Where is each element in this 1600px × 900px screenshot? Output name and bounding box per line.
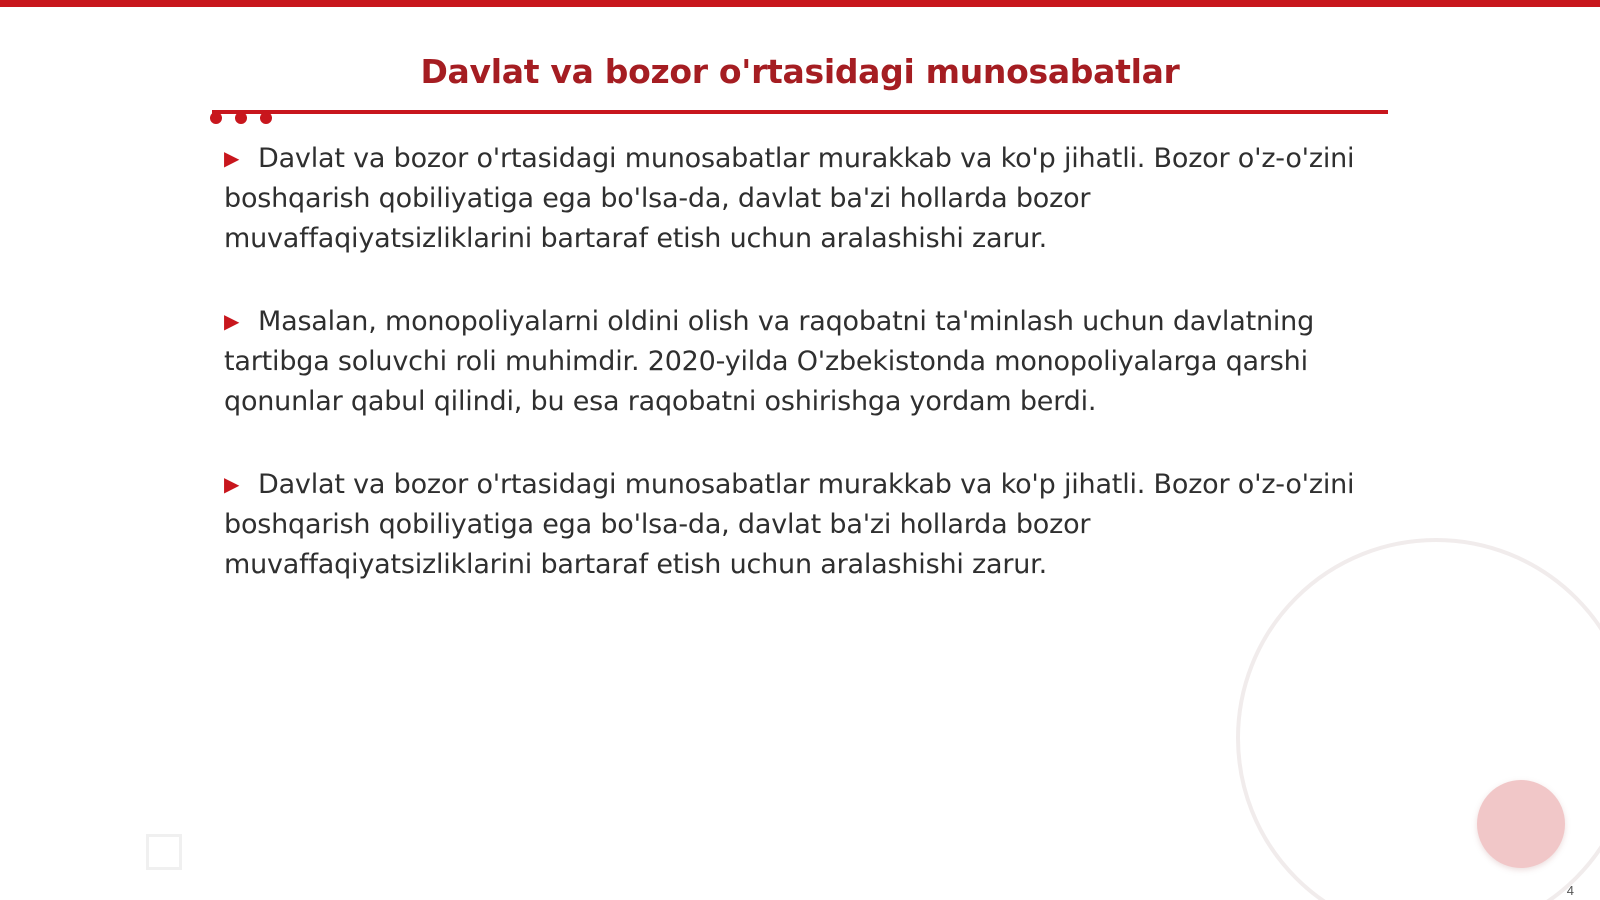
bullet-item	[224, 138, 1374, 259]
slide-title: Davlat va bozor o'rtasidagi munosabatlar	[420, 52, 1180, 91]
bullet-text: Masalan, monopoliyalarni oldini olish va raqobatni ta'minlash uchun davlatning tartibga soluvchi roli muhimdir. 2020-yilda O'zbekistonda monopoliyalarga qarshi qonunlar qabul qilindi, bu esa raqobatni oshirishga yordam berdi.	[224, 306, 1315, 417]
triangle-bullet-icon: ▶	[224, 146, 240, 170]
page-number: 4	[1566, 883, 1574, 898]
bullet-list	[224, 138, 1374, 627]
triangle-bullet-icon: ▶	[224, 472, 240, 496]
decorative-square	[146, 834, 182, 870]
bullet-item	[224, 464, 1374, 585]
decorative-circle-filled	[1477, 780, 1565, 868]
decorative-dot	[260, 112, 272, 124]
top-accent-bar	[0, 0, 1600, 7]
decorative-dot	[235, 112, 247, 124]
bullet-item	[224, 301, 1374, 422]
title-underline	[212, 110, 1388, 114]
triangle-bullet-icon: ▶	[224, 309, 240, 333]
decorative-dot	[210, 112, 222, 124]
bullet-text: Davlat va bozor o'rtasidagi munosabatlar murakkab va ko'p jihatli. Bozor o'z-o'zini boshqarish qobiliyatiga ega bo'lsa-da, davlat ba'zi hollarda bozor muvaffaqiyatsizliklarini bartaraf etish uchun aralashishi zarur.	[224, 143, 1355, 254]
bullet-text: Davlat va bozor o'rtasidagi munosabatlar murakkab va ko'p jihatli. Bozor o'z-o'zini boshqarish qobiliyatiga ega bo'lsa-da, davlat ba'zi hollarda bozor muvaffaqiyatsizliklarini bartaraf etish uchun aralashishi zarur.	[224, 469, 1355, 580]
